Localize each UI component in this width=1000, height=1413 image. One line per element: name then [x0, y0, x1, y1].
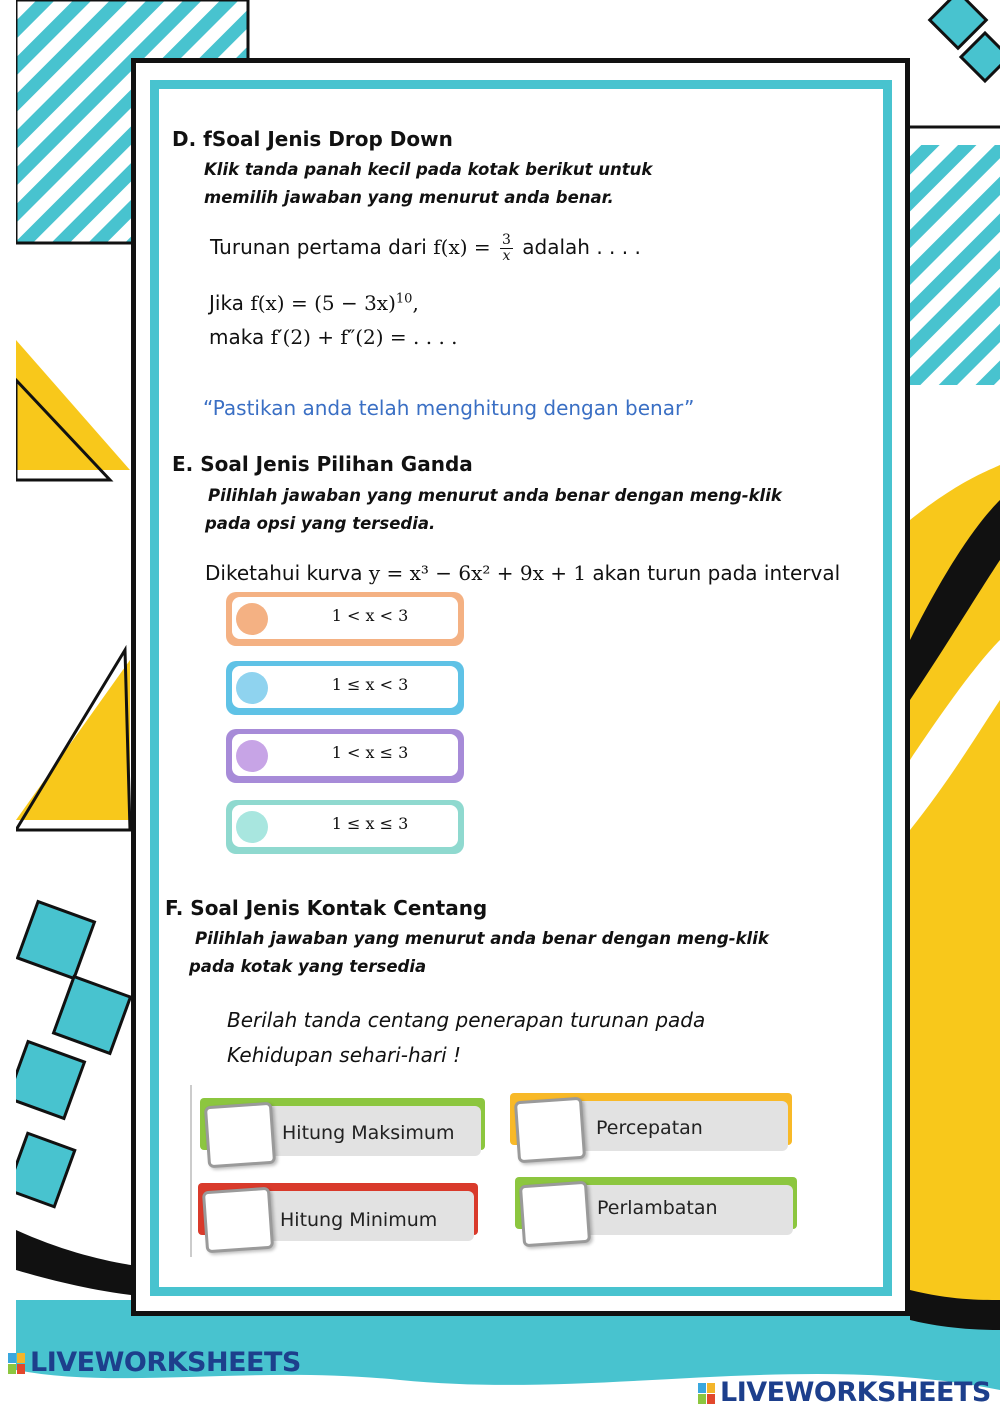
reminder-quote: “Pastikan anda telah menghitung dengan benar” — [203, 396, 695, 420]
option-b-radio[interactable] — [236, 672, 268, 704]
checkbox-percepatan-box[interactable] — [514, 1097, 586, 1164]
checkbox-hitung-minimum-box[interactable] — [202, 1187, 274, 1254]
liveworksheets-mark-icon — [8, 1353, 26, 1375]
option-c-radio[interactable] — [236, 740, 268, 772]
section-e-instruction-2: pada opsi yang tersedia. — [205, 514, 436, 533]
question-d2-line1 — [209, 291, 419, 315]
question-e-prefix: Diketahui kurva — [205, 561, 363, 585]
option-d-radio[interactable] — [236, 811, 268, 843]
fraction-numerator: 3 — [502, 232, 511, 248]
checkbox-hitung-minimum-label: Hitung Minimum — [280, 1209, 438, 1231]
checkbox-perlambatan-label: Perlambatan — [597, 1197, 718, 1219]
section-f-instruction-2: pada kotak yang tersedia — [189, 957, 427, 976]
option-b[interactable] — [226, 661, 464, 715]
liveworksheets-logo-right — [698, 1377, 991, 1408]
liveworksheets-text-left: LIVEWORKSHEETS — [30, 1347, 301, 1378]
option-a[interactable] — [226, 592, 464, 646]
section-f-instruction-1: Pilihlah jawaban yang menurut anda benar dengan meng-klik — [195, 929, 769, 948]
checkbox-perlambatan-box[interactable] — [519, 1181, 591, 1248]
liveworksheets-text-right: LIVEWORKSHEETS — [720, 1377, 991, 1408]
question-d2-line2 — [209, 325, 458, 349]
option-a-radio[interactable] — [236, 603, 268, 635]
question-d1-suffix: adalah . . . . — [522, 235, 641, 259]
question-d1 — [210, 233, 641, 264]
option-d[interactable] — [226, 800, 464, 854]
option-b-label: 1 ≤ x < 3 — [331, 675, 409, 694]
checkbox-area-divider — [190, 1085, 192, 1257]
question-e-expr: y = x³ − 6x² + 9x + 1 — [368, 561, 587, 585]
option-a-label: 1 < x < 3 — [331, 606, 409, 625]
question-d2-exponent: 10 — [395, 291, 413, 307]
question-d1-function: f(x) = — [433, 235, 491, 259]
section-f-heading: F. Soal Jenis Kontak Centang — [165, 896, 488, 920]
checkbox-perlambatan[interactable] — [515, 1177, 797, 1237]
checkbox-hitung-maksimum-label: Hitung Maksimum — [282, 1122, 455, 1144]
section-e-heading: E. Soal Jenis Pilihan Ganda — [172, 452, 473, 476]
task-line-2: Kehidupan sehari-hari ! — [227, 1043, 462, 1067]
question-d2-comma: , — [412, 291, 419, 315]
liveworksheets-logo-left — [8, 1347, 301, 1378]
question-e-suffix: akan turun pada interval — [592, 561, 841, 585]
question-d1-prefix: Turunan pertama dari — [210, 235, 427, 259]
liveworksheets-mark-icon — [698, 1383, 716, 1405]
question-d2-prefix: Jika — [209, 291, 244, 315]
checkbox-percepatan[interactable] — [510, 1093, 792, 1153]
section-e-instruction-1: Pilihlah jawaban yang menurut anda benar dengan meng-klik — [208, 486, 782, 505]
option-c-label: 1 < x ≤ 3 — [331, 743, 409, 762]
section-d-heading: D. fSoal Jenis Drop Down — [172, 127, 453, 151]
option-c[interactable] — [226, 729, 464, 783]
checkbox-percepatan-label: Percepatan — [596, 1117, 703, 1139]
question-d2-line2-prefix: maka — [209, 325, 265, 349]
question-e — [205, 561, 840, 585]
fraction-denominator: x — [502, 248, 511, 264]
task-line-1: Berilah tanda centang penerapan turunan pada — [227, 1008, 706, 1032]
checkbox-hitung-minimum[interactable] — [198, 1183, 478, 1243]
question-d1-fraction — [500, 233, 513, 264]
option-d-label: 1 ≤ x ≤ 3 — [331, 814, 409, 833]
question-d2-expr: f(x) = (5 − 3x) — [250, 291, 396, 315]
question-d2-line2-expr: f′(2) + f″(2) = . . . . — [270, 325, 458, 349]
checkbox-hitung-maksimum[interactable] — [200, 1098, 485, 1158]
checkbox-hitung-maksimum-box[interactable] — [204, 1102, 276, 1169]
section-d-instruction-2: memilih jawaban yang menurut anda benar. — [204, 188, 614, 207]
section-d-instruction-1: Klik tanda panah kecil pada kotak berikut untuk — [204, 160, 653, 179]
